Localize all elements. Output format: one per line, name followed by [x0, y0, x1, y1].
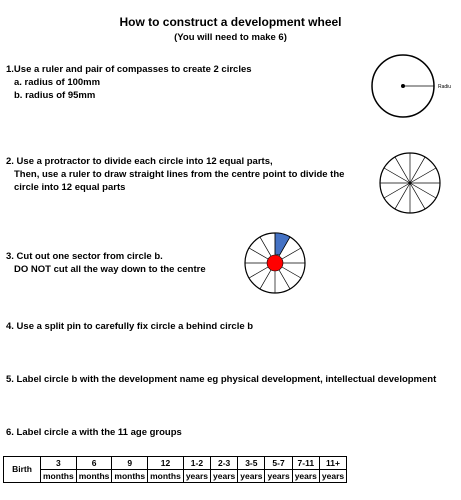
age-cell-top: 3 — [41, 457, 77, 470]
age-cell-top: 6 — [76, 457, 112, 470]
age-cell-top: 11+ — [319, 457, 346, 470]
age-cell-top: 1-2 — [183, 457, 210, 470]
birth-cell: Birth — [4, 457, 41, 483]
step-4-text: 4. Use a split pin to carefully fix circle a behind circle b — [6, 321, 254, 332]
page-title: How to construct a development wheel — [119, 15, 342, 29]
table-row — [4, 457, 347, 470]
age-groups-table — [3, 456, 347, 483]
step-5 — [6, 373, 436, 386]
division-line — [410, 183, 425, 209]
division-line — [410, 157, 425, 183]
radius-label: Radiu — [438, 84, 452, 90]
centre-point — [401, 84, 405, 88]
step-3-text-2: DO NOT cut all the way down to the centre — [14, 264, 206, 275]
age-cell-bottom: years — [211, 470, 238, 483]
division-line — [410, 183, 436, 198]
age-cell-top: 5-7 — [265, 457, 292, 470]
age-cell-bottom: years — [292, 470, 319, 483]
age-cell-bottom: years — [319, 470, 346, 483]
step-4 — [6, 320, 253, 333]
circle-radius-diagram — [368, 52, 458, 122]
division-line — [384, 168, 410, 183]
centre-pin — [267, 255, 283, 271]
step-1-text: 1.Use a ruler and pair of compasses to create 2 circles — [6, 64, 252, 75]
step-5-text: 5. Label circle b with the development name eg physical development, intellectual development — [6, 374, 437, 385]
division-line — [395, 157, 410, 183]
age-cell-bottom: months — [148, 470, 184, 483]
age-cell-bottom: months — [76, 470, 112, 483]
step-6 — [6, 426, 182, 439]
step-2 — [6, 155, 344, 194]
division-line — [410, 168, 436, 183]
step-1 — [6, 63, 252, 102]
step-1a-text: a. radius of 100mm — [14, 77, 101, 88]
division-line — [384, 183, 410, 198]
step-3 — [6, 250, 206, 276]
cut-sector — [275, 233, 290, 255]
step-2-text-3: circle into 12 equal parts — [14, 182, 126, 193]
age-cell-bottom: years — [265, 470, 292, 483]
age-cell-bottom: months — [112, 470, 148, 483]
age-cell-top: 12 — [148, 457, 184, 470]
step-6-text: 6. Label circle a with the 11 age groups — [6, 427, 182, 438]
cut-sector-diagram — [240, 228, 310, 298]
age-cell-bottom: months — [41, 470, 77, 483]
step-2-text-2: Then, use a ruler to draw straight lines from the centre point to divide the — [14, 169, 345, 180]
step-3-text: 3. Cut out one sector from circle b. — [6, 251, 163, 262]
age-cell-top: 7-11 — [292, 457, 319, 470]
age-cell-top: 3-5 — [238, 457, 265, 470]
division-line — [395, 183, 410, 209]
divided-circle-diagram — [375, 148, 445, 218]
age-cell-bottom: years — [183, 470, 210, 483]
age-cell-top: 9 — [112, 457, 148, 470]
age-cell-bottom: years — [238, 470, 265, 483]
age-cell-top: 2-3 — [211, 457, 238, 470]
page-subtitle: (You will need to make 6) — [174, 32, 287, 43]
table-row — [4, 470, 347, 483]
step-1b-text: b. radius of 95mm — [14, 90, 96, 101]
step-2-text: 2. Use a protractor to divide each circle into 12 equal parts, — [6, 156, 273, 167]
